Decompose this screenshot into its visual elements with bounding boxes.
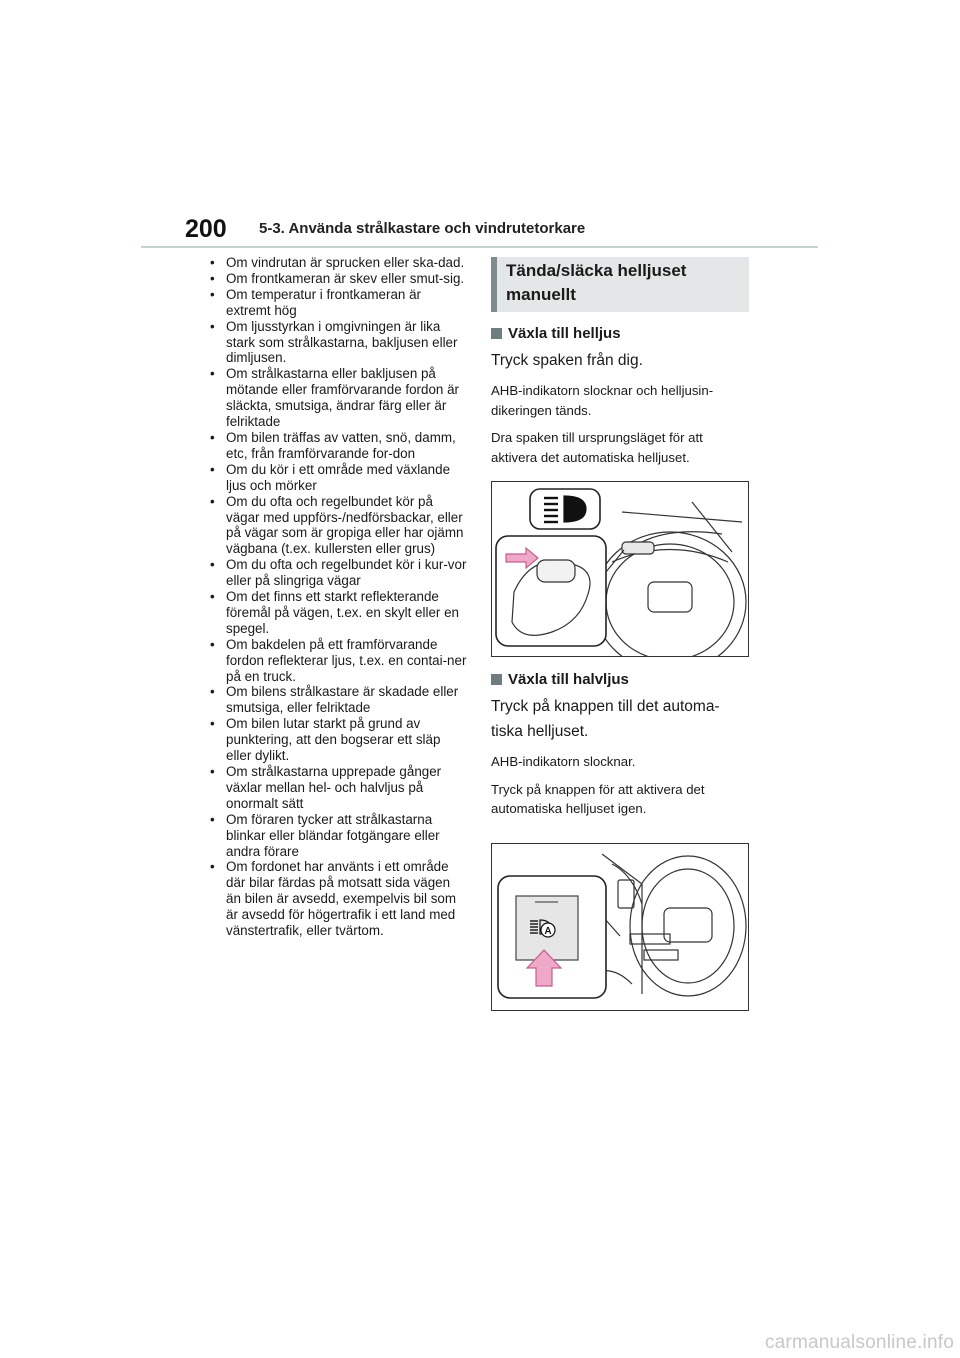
square-bullet-icon — [491, 674, 502, 685]
section-heading — [491, 257, 749, 312]
list-item: • Om bilens strålkastare är skadade eller smutsiga, eller felriktade — [210, 684, 468, 716]
section-heading-line1: Tända/släcka helljuset — [506, 261, 687, 280]
lever-illustration — [491, 481, 749, 657]
list-item: • Om temperatur i frontkameran är extremt hög — [210, 287, 468, 319]
square-bullet-icon — [491, 328, 502, 339]
low-beam-instruction: Tryck på knappen till det automa-tiska helljuset. — [491, 698, 720, 740]
low-beam-note-2: Tryck på knappen för att aktivera det automatiska helljuset igen. — [491, 781, 705, 816]
high-beam-instruction: Tryck spaken från dig. — [491, 352, 643, 369]
subheading-high-beam-label: Växla till helljus — [508, 325, 621, 342]
list-item: • Om vindrutan är sprucken eller ska-dad. — [210, 255, 468, 271]
subheading-high-beam — [491, 325, 749, 342]
list-item: • Om bilen lutar starkt på grund av punktering, att den bogserar ett släp eller dylikt. — [210, 716, 468, 764]
section-heading-line2: manuellt — [506, 285, 576, 304]
page-header — [141, 212, 818, 248]
list-item: • Om fordonet har använts i ett område där bilar färdas på motsatt sida vägen än bilen är avsedd, exempelvis bil som är avsedd för högertrafik i ett land med vänstertrafik, eller tvärtom. — [210, 859, 468, 939]
high-beam-note-2: Dra spaken till ursprungsläget för att aktivera det automatiska helljuset. — [491, 430, 703, 465]
button-illustration — [491, 843, 749, 1011]
page-number: 200 — [185, 215, 227, 243]
low-beam-note-1: AHB-indikatorn slocknar. — [491, 754, 636, 769]
subheading-low-beam-label: Växla till halvljus — [508, 671, 629, 688]
list-item: • Om frontkameran är skev eller smut-sig. — [210, 271, 468, 287]
high-beam-note-1: AHB-indikatorn slocknar och helljusin-dikeringen tänds. — [491, 383, 714, 418]
list-item: • Om föraren tycker att strålkastarna blinkar eller bländar fotgängare eller andra förare — [210, 812, 468, 860]
list-item: • Om strålkastarna upprepade gånger växlar mellan hel- och halvljus på onormalt sätt — [210, 764, 468, 812]
auto-high-beam-badge: A — [544, 925, 552, 937]
left-column — [210, 255, 468, 939]
list-item: • Om bakdelen på ett framförvarande fordon reflekterar ljus, t.ex. en contai-ner på en truck. — [210, 637, 468, 685]
list-item: • Om du ofta och regelbundet kör i kur-vor eller på slingriga vägar — [210, 557, 468, 589]
condition-list — [210, 255, 468, 939]
list-item: • Om bilen träffas av vatten, snö, damm, etc, från framförvarande for-don — [210, 430, 468, 462]
list-item: • Om strålkastarna eller bakljusen på mötande eller framförvarande fordon är släckta, smutsiga, ändrar färg eller är felriktade — [210, 366, 468, 430]
right-column — [491, 257, 749, 1011]
list-item: • Om det finns ett starkt reflekterande föremål på vägen, t.ex. en skylt eller en spegel. — [210, 589, 468, 637]
subheading-low-beam — [491, 671, 749, 688]
list-item: • Om du ofta och regelbundet kör på vägar med uppförs-/nedförsbackar, eller på vägar som är gropiga eller har ojämn vägbana (t.ex. kullersten eller grus) — [210, 494, 468, 558]
list-item: • Om ljusstyrkan i omgivningen är lika stark som strålkastarna, bakljusen eller dimljusen. — [210, 319, 468, 367]
watermark: carmanualsonline.info — [764, 1332, 954, 1353]
section-title: 5-3. Använda strålkastare och vindrutetorkare — [259, 220, 586, 237]
list-item: • Om du kör i ett område med växlande ljus och mörker — [210, 462, 468, 494]
